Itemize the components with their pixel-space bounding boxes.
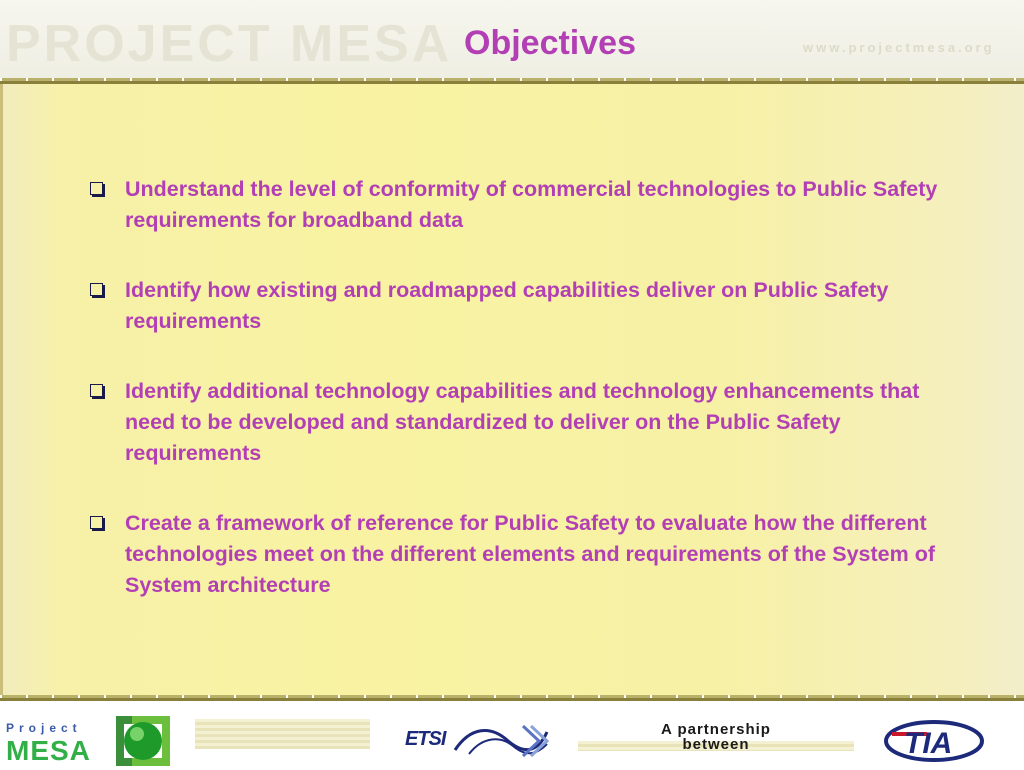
project-mesa-watermark: PROJECT MESA xyxy=(6,15,453,73)
objective-text: Understand the level of conformity of commercial technologies to Public Safety requirements for broadband data xyxy=(125,177,938,232)
objective-item xyxy=(88,508,968,601)
panel-edge xyxy=(0,84,3,695)
tia-logo-text: TIA xyxy=(904,727,953,760)
header-url: www.projectmesa.org xyxy=(803,40,995,55)
tia-logo xyxy=(882,718,987,764)
objective-text: Identify how existing and roadmapped capabilities deliver on Public Safety requirements xyxy=(125,278,889,333)
objective-item xyxy=(88,376,968,469)
etsi-swoosh-icon xyxy=(451,724,551,758)
objective-item xyxy=(88,275,968,337)
etsi-logo-text: ETSI xyxy=(405,728,446,750)
mesa-logo-text: MESA xyxy=(6,735,91,766)
checkbox-bullet-icon xyxy=(90,384,103,397)
partnership-line-2: between xyxy=(682,736,750,753)
objective-text: Create a framework of reference for Public Safety to evaluate how the different technologies meet on the different elements and requirements of the System of System architecture xyxy=(125,511,935,597)
checkbox-bullet-icon xyxy=(90,516,103,529)
mesa-globe-icon xyxy=(110,712,176,770)
project-mesa-logo xyxy=(6,715,176,767)
footer-decoration xyxy=(195,719,370,749)
mesa-logo-small-text: Project xyxy=(6,721,82,735)
checkbox-bullet-icon xyxy=(90,182,103,195)
partnership-line-1: A partnership xyxy=(661,721,771,738)
objective-text: Identify additional technology capabilities and technology enhancements that need to be developed and standardized to deliver on the Public Safety requirements xyxy=(125,379,920,465)
partnership-caption xyxy=(578,722,854,752)
slide-title: Objectives xyxy=(464,24,636,62)
objective-item xyxy=(88,174,968,236)
objectives-list xyxy=(88,174,968,601)
checkbox-bullet-icon xyxy=(90,283,103,296)
etsi-logo xyxy=(405,720,555,764)
